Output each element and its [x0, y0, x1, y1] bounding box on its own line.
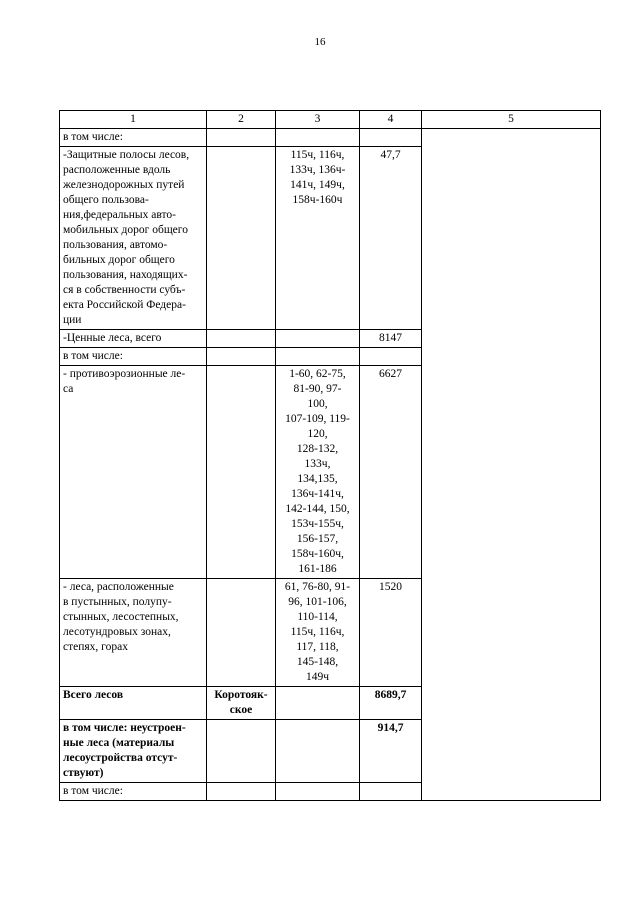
row-area: 6627 — [360, 366, 422, 579]
page-number: 16 — [314, 36, 326, 48]
row-col2 — [207, 147, 276, 330]
column-header-4: 4 — [360, 111, 422, 129]
row-area: 8689,7 — [360, 687, 422, 720]
row-quarters — [276, 330, 360, 348]
row-label: - противоэрозионные ле- са — [60, 366, 207, 579]
row-label: -Ценные леса, всего — [60, 330, 207, 348]
table-row — [60, 129, 601, 147]
column-header-3: 3 — [276, 111, 360, 129]
column-header-5: 5 — [422, 111, 601, 129]
row-col2: Коротояк- ское — [207, 687, 276, 720]
row-label: в том числе: — [60, 129, 207, 147]
row-label: в том числе: неустроен- ные леса (материалы лесоустройства отсут- ствуют) — [60, 720, 207, 783]
row-col2 — [207, 579, 276, 687]
row-label: в том числе: — [60, 783, 207, 801]
row-col2 — [207, 720, 276, 783]
row-area: 8147 — [360, 330, 422, 348]
row-area — [360, 783, 422, 801]
forest-table — [59, 110, 601, 801]
row-col2 — [207, 330, 276, 348]
table-header-row — [60, 111, 601, 129]
column-header-2: 2 — [207, 111, 276, 129]
row-area: 914,7 — [360, 720, 422, 783]
row-col2 — [207, 783, 276, 801]
row-label: -Защитные полосы лесов, расположенные вдоль железнодорожных путей общего пользова- ния,федеральных авто- мобильных дорог общего пользования, автомо- бильных дорог общего пользования, находящих- ся в собственности субъ- екта Российской Федера- ции — [60, 147, 207, 330]
row-quarters: 1-60, 62-75, 81-90, 97- 100, 107-109, 119- 120, 128-132, 133ч, 134,135, 136ч-141ч, 142-144, 150, 153ч-155ч, 156-157, 158ч-160ч, 161-186 — [276, 366, 360, 579]
row-area — [360, 129, 422, 147]
column-5-cell — [422, 129, 601, 801]
row-quarters — [276, 687, 360, 720]
row-area: 47,7 — [360, 147, 422, 330]
row-quarters: 115ч, 116ч, 133ч, 136ч- 141ч, 149ч, 158ч-160ч — [276, 147, 360, 330]
row-quarters — [276, 783, 360, 801]
row-quarters — [276, 348, 360, 366]
row-quarters — [276, 720, 360, 783]
row-quarters — [276, 129, 360, 147]
row-quarters: 61, 76-80, 91- 96, 101-106, 110-114, 115ч, 116ч, 117, 118, 145-148, 149ч — [276, 579, 360, 687]
row-col2 — [207, 348, 276, 366]
row-label: в том числе: — [60, 348, 207, 366]
row-col2 — [207, 129, 276, 147]
row-label: - леса, расположенные в пустынных, полупу- стынных, лесостепных, лесотундровых зонах, степях, горах — [60, 579, 207, 687]
row-area: 1520 — [360, 579, 422, 687]
row-col2 — [207, 366, 276, 579]
row-label: Всего лесов — [60, 687, 207, 720]
column-header-1: 1 — [60, 111, 207, 129]
row-area — [360, 348, 422, 366]
